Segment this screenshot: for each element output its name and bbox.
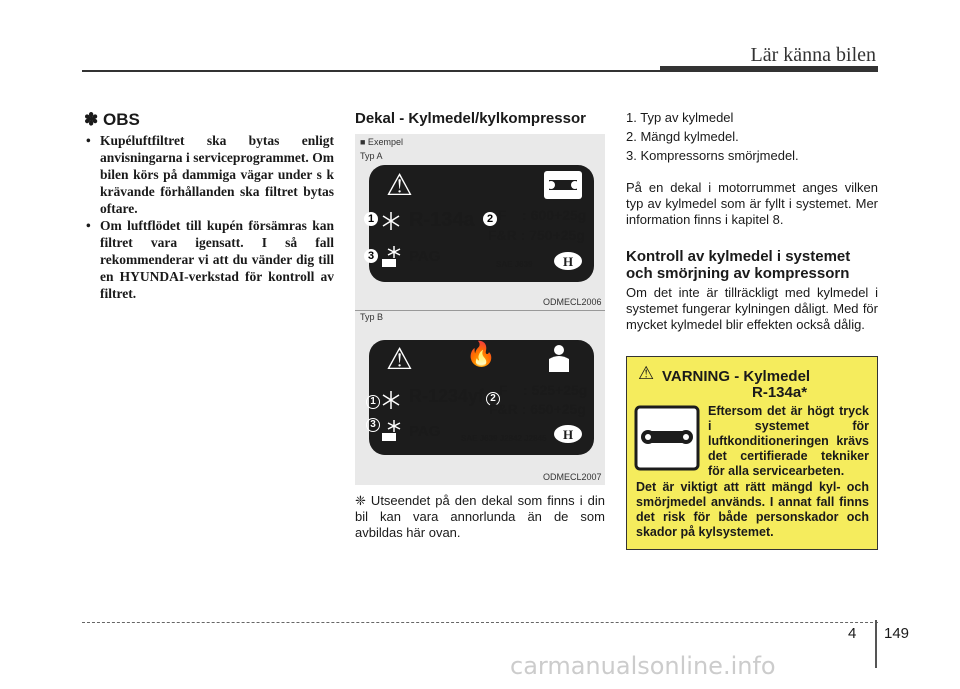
callout-number-1: 1 xyxy=(366,395,380,409)
flammable-icon: 🔥 xyxy=(466,341,496,368)
example-label: ■ Exempel xyxy=(360,137,403,147)
hyundai-logo-icon xyxy=(553,424,583,444)
quantity-front-rear: F&R : 750+25g xyxy=(488,227,585,243)
callout-number-3: 3 xyxy=(364,249,378,263)
refrigerant-type-a: R-134a xyxy=(409,209,475,231)
warning-title: VARNING - Kylmedel xyxy=(662,368,811,385)
decal-appearance-note: ❈ Utseendet på den dekal som finns i din bil kan vara annorlunda än de som avbildas här ovan. xyxy=(355,493,605,540)
type-a-label: Typ A xyxy=(360,151,383,161)
hyundai-logo-icon xyxy=(553,251,583,271)
panel-divider xyxy=(355,310,605,311)
header-bar xyxy=(660,66,878,72)
watermark: carmanualsonline.info xyxy=(510,652,776,680)
warning-triangle-icon: ⚠ xyxy=(386,343,413,376)
service-manual-icon xyxy=(543,170,583,200)
quantity-front-rear: F&R : 650+25g xyxy=(489,401,586,417)
oil-type-a: PAG xyxy=(409,248,441,265)
warning-triangle-icon: ⚠ xyxy=(638,363,655,383)
refrigerant-snowflake-icon xyxy=(380,210,402,232)
obs-item: • Om luftflödet till kupén försämras kan filtret vara igensatt. I så fall rekommenderar vi att du vänder dig till en HYUNDAI-verkstad för kontroll av filtret. xyxy=(84,217,334,302)
warning-text-1: Eftersom det är högt tryck i systemet för luftkonditioneringen krävs det certifierade tekniker för alla servicearbeten. xyxy=(708,404,869,478)
figure-code-a: ODMECL2006 xyxy=(543,297,602,307)
obs-list xyxy=(84,132,334,302)
callout-number-2: 2 xyxy=(483,212,497,226)
oil-can-icon xyxy=(380,244,404,268)
callout-number-3: 3 xyxy=(366,418,380,432)
list-item: 3. Kompressorns smörjmedel. xyxy=(626,148,799,163)
svg-text:H: H xyxy=(562,427,574,442)
decal-section-title: Dekal - Kylmedel/kylkompressor xyxy=(355,110,586,127)
oil-type-b: PAG xyxy=(409,423,441,440)
figure-code-b: ODMECL2007 xyxy=(543,472,602,482)
callout-number-2: 2 xyxy=(486,392,500,406)
numbered-list xyxy=(626,110,878,164)
sae-standard-a: SAE J639 xyxy=(496,260,533,269)
list-item: 2. Mängd kylmedel. xyxy=(626,129,739,144)
running-header-title: Lär känna bilen xyxy=(750,44,876,66)
obs-item: • Kupéluftfiltret ska bytas enligt anvisningarna i serviceprogrammet. Om bilen körs på dammiga vägar under s k krävande förhållanden ska filtret bytas oftare. xyxy=(84,132,334,217)
svg-text:H: H xyxy=(562,254,574,269)
oil-can-icon xyxy=(380,418,404,442)
chapter-number: 4 xyxy=(848,625,857,642)
check-section-heading: Kontroll av kylmedel i systemet och smörjning av kompressorn xyxy=(626,248,851,282)
warning-subtitle: R-134a* xyxy=(752,384,808,401)
page-number: 149 xyxy=(884,625,910,642)
list-item: 1. Typ av kylmedel xyxy=(626,110,734,125)
footer-rule xyxy=(82,622,878,623)
type-b-label: Typ B xyxy=(360,312,384,322)
quantity-front: F : 525+25g xyxy=(499,382,588,398)
obs-title: ✽ OBS xyxy=(84,110,140,129)
warning-text-2: Det är viktigt att rätt mängd kyl- och smörjmedel används. I annat fall finns det risk för både personskador och skador på kylsystemet. xyxy=(636,480,869,539)
decal-info-paragraph: På en dekal i motorrummet anges vilken typ av kylmedel som är fyllt i systemet. Mer information finns i kapitel 8. xyxy=(626,180,878,227)
footer-divider xyxy=(875,620,877,668)
callout-number-1: 1 xyxy=(364,212,378,226)
quantity-front: F : 600+25g xyxy=(498,207,587,223)
service-manual-icon xyxy=(634,405,700,471)
warning-triangle-icon: ⚠ xyxy=(386,169,413,202)
sae-standard-b: SAE J639 J2842 J2845 xyxy=(461,434,547,443)
refrigerant-type-b: R-1234yf xyxy=(409,386,485,406)
check-section-paragraph: Om det inte är tillräckligt med kylmedel i systemet fungerar kylningen dåligt. Med för mycket kylmedel blir effekten också dålig. xyxy=(626,285,878,332)
technician-icon xyxy=(546,343,572,373)
refrigerant-snowflake-icon xyxy=(380,389,402,411)
